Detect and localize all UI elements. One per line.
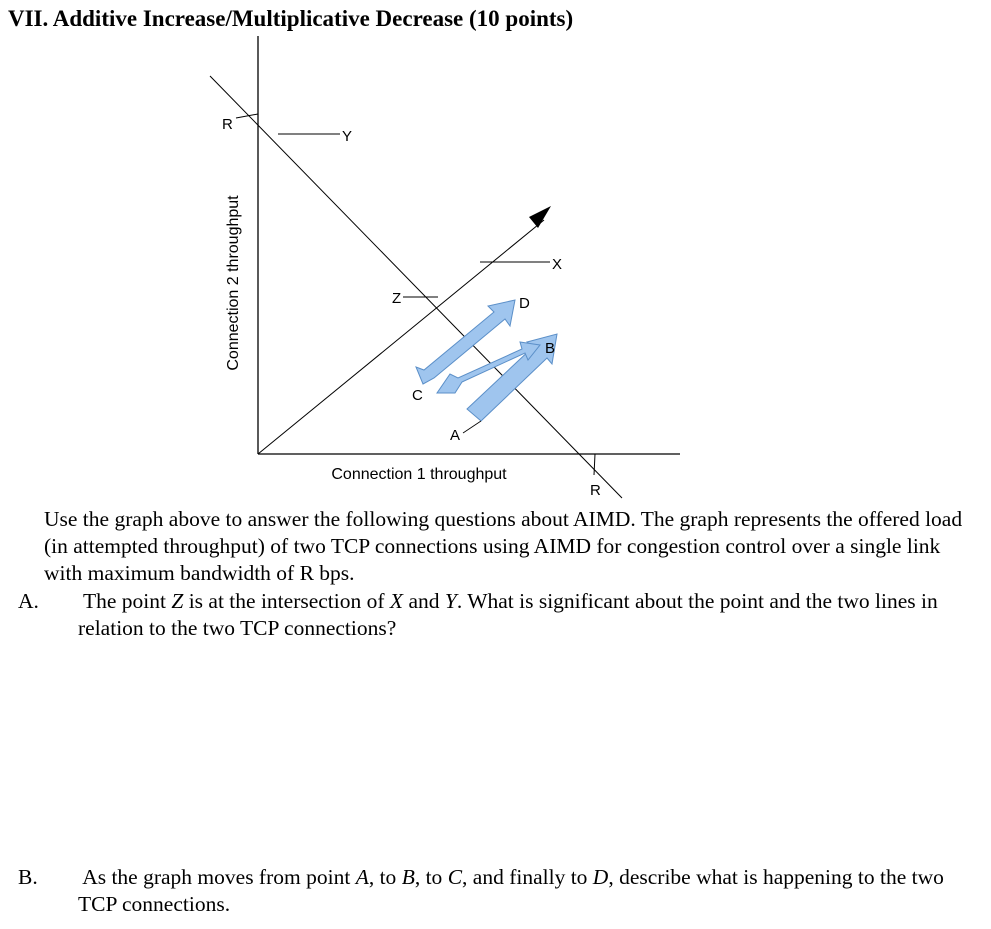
full-utilization-line	[210, 76, 622, 498]
question-b	[18, 864, 978, 918]
y-axis-label: Connection 2 throughput	[225, 195, 242, 371]
question-a-text-1: The point	[78, 589, 172, 613]
x-axis-label: Connection 1 throughput	[331, 466, 507, 483]
aimd-trajectory	[416, 300, 557, 421]
label-b: B	[545, 340, 556, 357]
question-a-text-2: is at the intersection of	[183, 589, 390, 613]
label-x: X	[552, 256, 563, 273]
question-b-text-5: , describe what is happening to the two TCP connections.	[78, 865, 944, 916]
question-b-text-4: , and finally to	[462, 865, 593, 889]
var-y: Y	[444, 589, 457, 613]
question-a-label: A.	[18, 589, 39, 613]
label-y: Y	[342, 128, 353, 145]
question-b-label: B.	[18, 865, 38, 889]
question-a-text-4: . What is significant about the point and the two lines in relation to the two TCP connections?	[78, 589, 938, 640]
label-a: A	[450, 427, 461, 444]
label-r-x: R	[590, 482, 601, 499]
var-x: X	[389, 589, 404, 613]
var-c: C	[447, 865, 463, 889]
label-d: D	[519, 295, 530, 312]
section-title: VII. Additive Increase/Multiplicative Decrease (10 points)	[8, 6, 574, 31]
var-z: Z	[171, 589, 184, 613]
label-z: Z	[392, 290, 402, 307]
question-a	[18, 588, 978, 642]
arrow-a-to-b	[467, 334, 557, 421]
equal-share-arrowhead	[529, 206, 551, 228]
label-c: C	[412, 387, 423, 404]
var-b: B	[401, 865, 415, 889]
question-b-text-1: As the graph moves from point	[78, 865, 356, 889]
intro-paragraph: Use the graph above to answer the following questions about AIMD. The graph represents the offered load (in attempted throughput) of two TCP connections using AIMD for congestion control over a single link with maximum bandwidth of R bps.	[44, 507, 963, 585]
var-a: A	[355, 865, 369, 889]
r-x-tick	[594, 454, 595, 475]
question-b-text-3: , to	[414, 865, 448, 889]
equal-share-line	[258, 220, 544, 454]
a-leader	[463, 421, 481, 433]
var-d: D	[592, 865, 609, 889]
label-r-y: R	[222, 116, 233, 133]
question-a-text-3: and	[403, 589, 445, 613]
question-b-text-2: , to	[368, 865, 402, 889]
